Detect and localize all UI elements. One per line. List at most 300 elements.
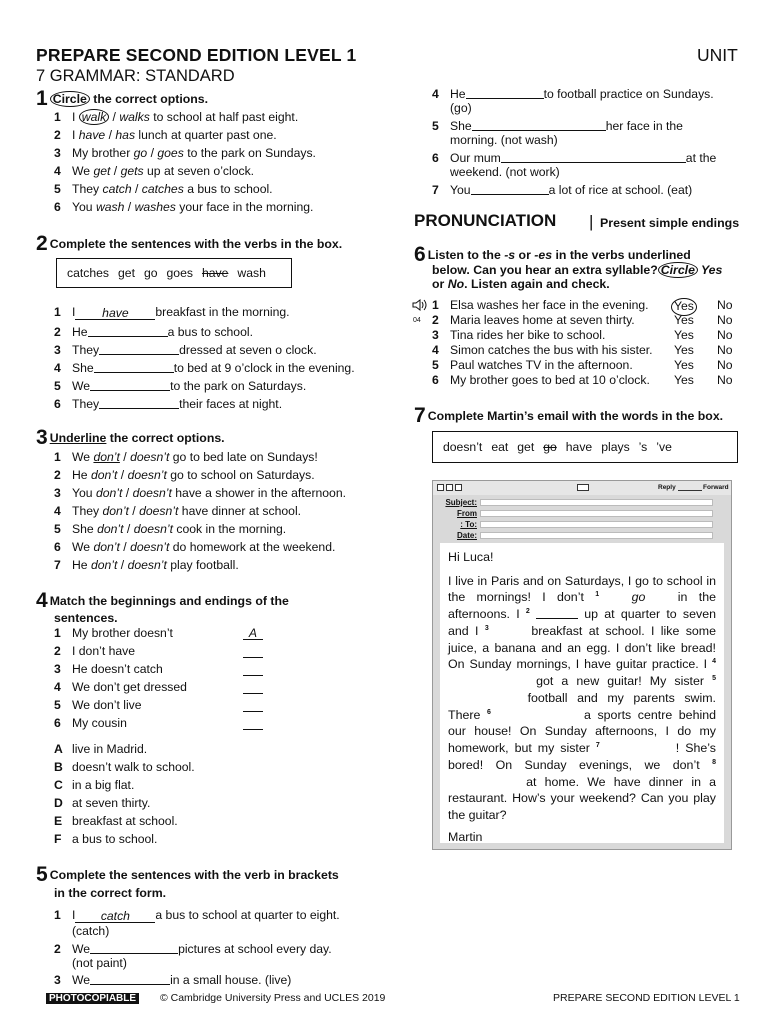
ex1-item <box>54 110 298 126</box>
ex3-item <box>54 486 346 502</box>
page-subtitle: 7 GRAMMAR: STANDARD <box>36 67 235 85</box>
reply-button[interactable]: Reply <box>658 484 676 491</box>
item-text-post: up at seven o’clock. <box>143 164 255 178</box>
ending-letter: C <box>54 778 63 792</box>
option-2[interactable]: doesn’t <box>132 486 172 500</box>
word-box-item: wash <box>237 266 266 280</box>
word-box-item: eat <box>491 440 509 454</box>
ex6-instr-a: Listen to the <box>427 248 505 262</box>
match-answer-blank[interactable] <box>243 644 263 658</box>
ex5-instruction-line2: in the correct form. <box>54 886 167 900</box>
item-hint: weekend. (not work) <box>450 165 560 179</box>
item-text-pre: I <box>72 110 79 124</box>
item-text-post: cook in the morning. <box>173 522 287 536</box>
option-2[interactable]: walks <box>119 110 150 124</box>
item-text-post: do homework at the weekend. <box>169 540 336 554</box>
ex3-item <box>54 540 335 556</box>
ex6-instr-l2: below. Can you hear an extra syllable? <box>432 263 658 277</box>
option-2[interactable]: doesn’t <box>127 468 167 482</box>
ending-text: breakfast at school. <box>72 814 178 828</box>
word-box-item: get <box>118 266 135 280</box>
item-sentence: My brother goes to bed at 10 o’clock. <box>450 373 650 387</box>
item-number: 1 <box>54 305 61 319</box>
no-option[interactable]: No <box>717 373 733 387</box>
option-2[interactable]: catches <box>141 182 184 196</box>
item-text-post: to school at half past eight. <box>149 110 299 124</box>
item-subject: I <box>72 305 76 319</box>
email-p5: got a new guitar! My sister <box>536 674 704 689</box>
answer-blank[interactable] <box>472 117 606 131</box>
email-p2: in the afternoons. I <box>448 590 716 622</box>
ex5-heading <box>36 864 339 885</box>
item-number: 5 <box>432 358 439 372</box>
ex1-heading <box>36 88 208 109</box>
item-text-post: have a shower in the afternoon. <box>171 486 346 500</box>
option-1[interactable]: go <box>133 146 148 160</box>
item-text-pre: We <box>72 450 94 464</box>
option-separator: / <box>119 540 131 554</box>
ex1-instruction: the correct options. <box>93 92 209 106</box>
item-sentence: Paul watches TV in the afternoon. <box>450 358 633 372</box>
word-box-item: plays <box>601 440 630 454</box>
item-number: 3 <box>54 973 61 987</box>
ex5-item <box>432 181 692 199</box>
item-rest: breakfast in the morning. <box>155 305 290 319</box>
item-subject: We <box>72 973 91 987</box>
item-number: 2 <box>54 942 61 956</box>
answer-blank[interactable] <box>471 181 549 195</box>
option-separator: / <box>109 110 120 124</box>
ending-letter: B <box>54 760 63 774</box>
item-text-pre: They <box>72 182 103 196</box>
ex6-es: -es <box>534 248 553 262</box>
ex6-item <box>432 373 650 389</box>
email-p8: ! She’s bored! On Sunday evenings, we don’t <box>448 741 716 772</box>
ex3-item <box>54 522 286 538</box>
ex6-number: 6 <box>414 243 426 266</box>
item-sentence: Maria leaves home at seven thirty. <box>450 313 635 327</box>
option-2[interactable]: doesn’t <box>130 450 170 464</box>
match-answer-blank[interactable]: A <box>243 626 263 640</box>
item-subject: They <box>72 397 100 411</box>
to-field[interactable] <box>480 521 713 528</box>
match-answer-blank[interactable] <box>243 698 263 712</box>
item-rest: in a small house. (live) <box>170 973 292 987</box>
option-1[interactable]: walk <box>79 109 109 125</box>
ex5-instruction-line1: Complete the sentences with the verb in brackets <box>49 868 339 882</box>
option-1[interactable]: don’t <box>93 540 120 554</box>
option-1[interactable]: get <box>93 164 111 178</box>
ex1-item <box>54 146 316 162</box>
item-number: 7 <box>432 183 439 197</box>
answer-blank[interactable] <box>99 395 179 409</box>
word-box-item: have <box>201 266 229 280</box>
item-rest: to football practice on Sundays. <box>543 87 714 101</box>
ex4-beginning <box>54 662 163 678</box>
ex4-beginning <box>54 716 127 732</box>
item-number: 5 <box>432 119 439 133</box>
option-1[interactable]: catch <box>102 182 132 196</box>
option-1[interactable]: wash <box>95 200 125 214</box>
ex5-item <box>54 908 340 924</box>
pronunciation-subtitle: Present simple endings <box>600 216 740 230</box>
from-field[interactable] <box>480 510 713 517</box>
ex6-item <box>432 343 653 359</box>
answer-blank[interactable] <box>501 149 686 163</box>
ex3-number: 3 <box>36 426 48 449</box>
item-number: 2 <box>54 468 61 482</box>
item-number: 4 <box>54 361 61 375</box>
no-option[interactable]: No <box>717 313 733 327</box>
ex4-ending <box>54 760 195 776</box>
ending-text: at seven thirty. <box>72 796 151 810</box>
ex6-item <box>432 298 649 314</box>
item-rest: their faces at night. <box>179 397 283 411</box>
item-text-pre: My brother <box>72 146 134 160</box>
gap-8-number: 8 <box>712 758 716 766</box>
item-number: 6 <box>54 397 61 411</box>
forward-button[interactable]: Forward <box>703 484 729 491</box>
item-text-post: lunch at quarter past one. <box>135 128 277 142</box>
option-2[interactable]: doesn’t <box>130 540 170 554</box>
option-separator: / <box>124 200 135 214</box>
page-title: PREPARE SECOND EDITION LEVEL 1 <box>36 45 357 65</box>
subject-label: Subject: <box>445 498 477 507</box>
gap-2-number: 2 <box>525 608 530 616</box>
audio-track-number: 04 <box>413 317 421 324</box>
yes-option[interactable]: Yes <box>674 373 694 387</box>
ex5-number: 5 <box>36 863 48 886</box>
ex6-instr-l3a: or <box>432 277 448 291</box>
answer-blank[interactable] <box>90 971 170 985</box>
gap-6-number: 6 <box>486 708 491 716</box>
item-sentence: Simon catches the bus with his sister. <box>450 343 653 357</box>
no-option[interactable]: No <box>717 328 733 342</box>
item-text-pre: You <box>72 200 96 214</box>
item-hint: (catch) <box>72 924 110 938</box>
ending-text: live in Madrid. <box>72 742 148 756</box>
item-number: 4 <box>432 343 439 357</box>
ex6-instr-b: in the verbs underlined <box>552 248 691 262</box>
ex2-instruction: Complete the sentences with the verbs in the box. <box>49 237 343 251</box>
ex4-beginning <box>54 680 187 696</box>
item-text-pre: He <box>72 558 91 572</box>
item-hint: (not paint) <box>72 956 127 970</box>
answer-blank[interactable] <box>90 377 170 391</box>
item-number: 2 <box>54 128 61 142</box>
item-number: 5 <box>54 379 61 393</box>
ex6-yes-word: Yes <box>700 263 723 277</box>
yes-option[interactable]: Yes <box>674 358 694 372</box>
item-text-post: have dinner at school. <box>178 504 302 518</box>
item-number: 1 <box>54 450 61 464</box>
answer-blank[interactable] <box>94 359 174 373</box>
item-subject: She <box>72 361 94 375</box>
beginning-text: My brother doesn’t <box>72 626 173 640</box>
answer-blank[interactable]: have <box>75 306 155 320</box>
ex2-item <box>54 359 355 377</box>
gap-7-number: 7 <box>595 741 600 749</box>
item-text-pre: She <box>72 522 98 536</box>
pronunciation-separator: | <box>589 212 594 231</box>
item-text-pre: I <box>72 128 79 142</box>
envelope-icon <box>577 484 589 491</box>
item-text-pre: We <box>72 540 94 554</box>
ex2-item <box>54 323 253 341</box>
footer-right: PREPARE SECOND EDITION LEVEL 1 <box>553 992 740 1004</box>
ex7-heading <box>414 405 723 426</box>
footer-left <box>46 992 385 1006</box>
subject-field[interactable] <box>480 499 713 506</box>
item-subject: She <box>450 119 472 133</box>
ending-text: in a big flat. <box>72 778 135 792</box>
option-1[interactable]: don’t <box>102 504 129 518</box>
option-separator: / <box>131 182 142 196</box>
answer-blank[interactable]: catch <box>75 909 155 923</box>
ex6-instr-l3b: . Listen again and check. <box>464 277 610 291</box>
email-p4: breakfast at school. I like some juice, a banana and an egg. I don’t like bread! On Sunday mornings, I have guitar practice. I <box>448 623 716 672</box>
option-2[interactable]: doesn’t <box>139 504 179 518</box>
match-answer-blank[interactable] <box>243 662 263 676</box>
item-number: 3 <box>54 146 61 160</box>
item-number: 3 <box>54 343 61 357</box>
ex3-item <box>54 450 318 466</box>
gap-5-number: 5 <box>712 675 716 683</box>
gap-2-line[interactable] <box>536 607 578 619</box>
item-number: 7 <box>54 558 61 572</box>
beginning-text: We don’t live <box>72 698 142 712</box>
item-number: 4 <box>432 87 439 101</box>
option-separator: / <box>117 468 128 482</box>
ex6-or: or <box>515 248 535 262</box>
option-1[interactable]: don’t <box>93 450 120 464</box>
ex2-word-box <box>56 258 292 288</box>
item-rest: her face in the <box>605 119 683 133</box>
yes-option[interactable]: Yes <box>674 343 694 357</box>
item-rest: a bus to school. <box>167 325 253 339</box>
item-number: 3 <box>54 486 61 500</box>
item-number: 6 <box>432 373 439 387</box>
item-rest: to bed at 9 o’clock in the evening. <box>173 361 355 375</box>
ex7-word-box <box>432 431 738 463</box>
item-subject: I <box>72 908 76 922</box>
ex3-instruction: the correct options. <box>109 431 225 445</box>
yes-option[interactable]: Yes <box>671 298 697 316</box>
ex1-item <box>54 128 277 144</box>
ending-text: doesn’t walk to school. <box>72 760 195 774</box>
option-1[interactable]: don’t <box>90 558 118 572</box>
ex5-item <box>432 85 714 103</box>
ex4-ending <box>54 742 147 758</box>
item-number: 1 <box>432 298 439 312</box>
audio-speaker-icon[interactable] <box>412 298 428 317</box>
option-separator: / <box>105 128 116 142</box>
option-separator: / <box>128 504 140 518</box>
from-label: From <box>457 509 477 518</box>
ex2-heading <box>36 233 342 254</box>
window-icon-2 <box>446 484 453 491</box>
item-number: 1 <box>54 110 61 124</box>
ex3-heading <box>36 427 225 448</box>
ex2-item <box>54 305 290 321</box>
ex3-item <box>54 558 239 574</box>
option-2[interactable]: has <box>115 128 136 142</box>
option-2[interactable]: goes <box>157 146 184 160</box>
item-number: 2 <box>432 313 439 327</box>
word-box-item: go <box>543 440 557 454</box>
ex4-ending <box>54 778 134 794</box>
item-number: 5 <box>54 698 61 712</box>
item-rest: a lot of rice at school. (eat) <box>548 183 693 197</box>
answer-blank[interactable] <box>466 85 544 99</box>
ex1-item <box>54 182 273 198</box>
date-label: Date: <box>456 531 477 540</box>
item-number: 5 <box>54 522 61 536</box>
no-option[interactable]: No <box>717 358 733 372</box>
email-p9: at home. We have dinner in a restaurant. How’s your weekend? Can you play the guitar? <box>448 774 716 823</box>
ex4-instruction-line2: sentences. <box>54 611 118 625</box>
answer-blank[interactable] <box>99 341 179 355</box>
ex6-heading <box>414 244 691 265</box>
window-icon-1 <box>437 484 444 491</box>
date-field[interactable] <box>480 532 713 539</box>
ex6-s: -s <box>504 248 516 262</box>
ex7-instruction: Complete Martin’s email with the words in the box. <box>427 409 724 423</box>
ex5-item <box>54 971 291 989</box>
match-answer-blank[interactable] <box>243 716 263 730</box>
beginning-text: We don’t get dressed <box>72 680 187 694</box>
item-rest: pictures at school every day. <box>178 942 332 956</box>
copyright-text: © Cambridge University Press and UCLES 2019 <box>159 992 386 1004</box>
email-greeting: Hi Luca! <box>448 550 494 564</box>
item-rest: a bus to school at quarter to eight. <box>155 908 340 922</box>
yes-option[interactable]: Yes <box>674 328 694 342</box>
beginning-text: My cousin <box>72 716 127 730</box>
option-1[interactable]: don’t <box>95 486 123 500</box>
option-separator: / <box>147 146 158 160</box>
gap-1-number: 1 <box>595 591 600 599</box>
ex6-no-word: No <box>447 277 465 291</box>
option-2[interactable]: washes <box>134 200 176 214</box>
item-text-pre: He <box>72 468 91 482</box>
option-2[interactable]: gets <box>120 164 144 178</box>
ending-text: a bus to school. <box>72 832 158 846</box>
ex6-item <box>432 313 635 329</box>
email-signoff: Martin <box>448 829 483 844</box>
item-number: 4 <box>54 680 61 694</box>
to-label: : To: <box>460 520 477 529</box>
word-box-item: goes <box>166 266 193 280</box>
ex1-circle-word: Circle <box>50 91 90 107</box>
ex1-item <box>54 164 254 180</box>
unit-label: UNIT <box>697 45 738 65</box>
ex3-underline-word: Underline <box>49 431 107 445</box>
item-text-pre: You <box>72 486 96 500</box>
option-1[interactable]: have <box>78 128 106 142</box>
word-box-item: ’ve <box>656 440 672 454</box>
item-number: 6 <box>54 716 61 730</box>
item-number: 2 <box>54 325 61 339</box>
item-number: 1 <box>54 626 61 640</box>
word-box-item: doesn’t <box>443 440 483 454</box>
option-separator: / <box>122 486 133 500</box>
pronunciation-title: PRONUNCIATION <box>414 211 557 230</box>
item-number: 1 <box>54 908 61 922</box>
ex2-item <box>54 395 282 413</box>
window-icon-3 <box>455 484 462 491</box>
option-1[interactable]: don’t <box>90 468 118 482</box>
item-number: 3 <box>54 662 61 676</box>
option-separator: / <box>123 522 134 536</box>
item-rest: dressed at seven o clock. <box>179 343 317 357</box>
item-number: 6 <box>54 200 61 214</box>
ending-letter: D <box>54 796 63 810</box>
item-number: 6 <box>432 151 439 165</box>
yes-option[interactable]: Yes <box>674 313 694 327</box>
option-2[interactable]: doesn’t <box>127 558 167 572</box>
answer-blank[interactable] <box>90 940 178 954</box>
option-1[interactable]: don’t <box>97 522 124 536</box>
answer-blank[interactable] <box>88 323 168 337</box>
gap-4-number: 4 <box>712 658 716 666</box>
photocopiable-badge: PHOTOCOPIABLE <box>46 993 139 1004</box>
no-option[interactable]: No <box>717 343 733 357</box>
email-window <box>432 480 732 850</box>
option-2[interactable]: doesn’t <box>133 522 173 536</box>
ex2-number: 2 <box>36 232 48 255</box>
word-box-item: ’s <box>638 440 648 454</box>
item-number: 6 <box>54 540 61 554</box>
word-box-item: have <box>565 440 593 454</box>
item-text-post: to the park on Sundays. <box>183 146 316 160</box>
ex4-ending <box>54 832 157 848</box>
gap-1-answer: go <box>631 590 646 605</box>
ex1-number: 1 <box>36 87 48 110</box>
item-number: 4 <box>54 504 61 518</box>
word-box-item: go <box>143 266 158 280</box>
ex4-beginning <box>54 698 142 714</box>
item-text-post: go to bed late on Sundays! <box>169 450 318 464</box>
word-box-item: get <box>517 440 535 454</box>
ex4-heading <box>36 590 289 611</box>
item-sentence: Elsa washes her face in the evening. <box>450 298 649 312</box>
ending-letter: A <box>54 742 63 756</box>
ex3-item <box>54 468 315 484</box>
ex3-item <box>54 504 301 520</box>
option-separator: / <box>110 164 121 178</box>
item-text-pre: They <box>72 504 103 518</box>
option-separator: / <box>119 450 131 464</box>
item-subject: We <box>72 942 91 956</box>
item-sentence: Tina rides her bike to school. <box>450 328 606 342</box>
no-option[interactable]: No <box>717 298 733 312</box>
item-subject: You <box>450 183 471 197</box>
item-number: 4 <box>54 164 61 178</box>
ex7-number: 7 <box>414 404 426 427</box>
gap-3-number: 3 <box>484 624 489 632</box>
ex4-ending <box>54 796 150 812</box>
ending-letter: E <box>54 814 63 828</box>
item-rest: to the park on Saturdays. <box>170 379 307 393</box>
match-answer-blank[interactable] <box>243 680 263 694</box>
item-hint: (go) <box>450 101 472 115</box>
item-text-post: your face in the morning. <box>175 200 314 214</box>
item-subject: He <box>72 325 88 339</box>
email-p7: a sports centre behind our house! On Sunday afternoons, I do my homework, but my sister <box>448 707 716 756</box>
item-subject: They <box>72 343 100 357</box>
ex6-item <box>432 358 633 374</box>
reply-separator <box>678 490 702 491</box>
